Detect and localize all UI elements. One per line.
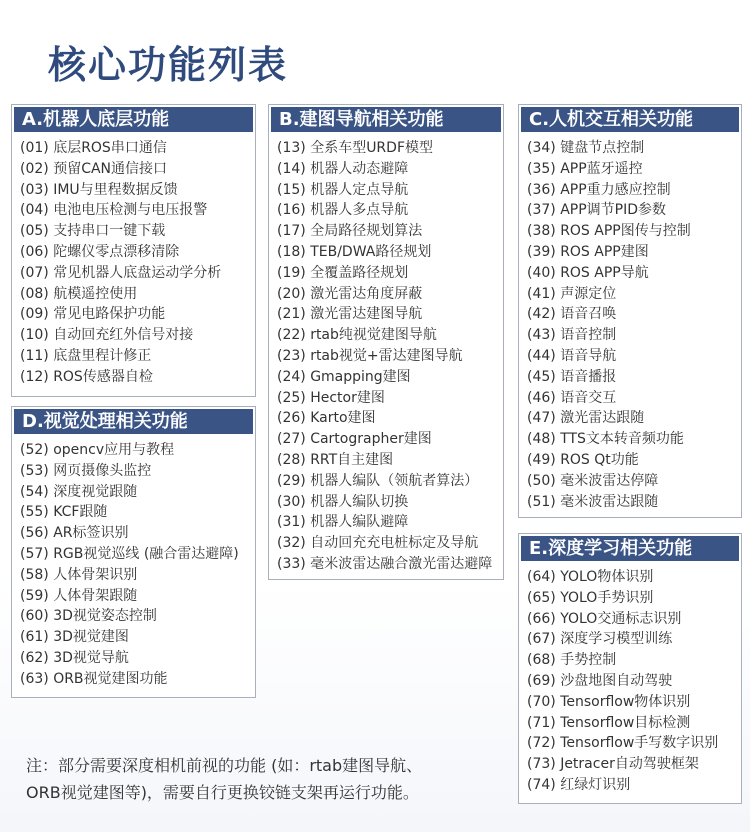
feature-item: (56) AR标签识别	[20, 525, 129, 542]
feature-item: (41) 声源定位	[527, 285, 617, 302]
section-b	[268, 104, 504, 580]
feature-item: (27) Cartographer建图	[277, 431, 432, 448]
feature-item: (57) RGB视觉巡线 (融合雷达避障)	[20, 545, 239, 562]
feature-item: (23) rtab视觉+雷达建图导航	[277, 347, 463, 364]
feature-item: (13) 全系车型URDF模型	[277, 140, 433, 156]
section-b-list	[269, 132, 503, 575]
feature-item: (61) 3D视觉建图	[20, 629, 129, 646]
feature-item: (59) 人体骨架跟随	[20, 587, 138, 604]
feature-item: (71) Tensorflow目标检测	[527, 714, 691, 731]
footnote-line-2: ORB视觉建图等)，需要自行更换铰链支架再运行功能。	[26, 783, 419, 802]
feature-item: (06) 陀螺仪零点漂移清除	[20, 243, 180, 260]
feature-item: (47) 激光雷达跟随	[527, 410, 645, 427]
feature-item: (69) 沙盘地图自动驾驶	[527, 672, 673, 689]
section-a	[11, 104, 256, 397]
feature-item: (73) Jetracer自动驾驶框架	[527, 756, 699, 773]
page-title: 核心功能列表	[48, 43, 289, 87]
feature-item: (18) TEB/DWA路径规划	[277, 243, 432, 260]
feature-item: (19) 全覆盖路径规划	[277, 264, 409, 281]
feature-item: (70) Tensorflow物体识别	[527, 693, 691, 710]
feature-item: (20) 激光雷达角度屏蔽	[277, 285, 423, 302]
feature-item: (17) 全局路径规划算法	[277, 223, 423, 240]
feature-item: (30) 机器人编队切换	[277, 493, 409, 510]
section-a-title: A.机器人底层功能	[14, 107, 253, 132]
feature-item: (45) 语音播报	[527, 368, 617, 385]
feature-item: (50) 毫米波雷达停障	[527, 472, 659, 489]
section-c-list	[519, 132, 741, 512]
feature-item: (63) ORB视觉建图功能	[20, 670, 168, 687]
section-c	[518, 104, 742, 518]
feature-item: (51) 毫米波雷达跟随	[527, 493, 659, 510]
feature-item: (64) YOLO物体识别	[527, 569, 654, 585]
feature-item: (42) 语音召唤	[527, 306, 617, 323]
feature-item: (34) 键盘节点控制	[527, 140, 645, 156]
feature-item: (25) Hector建图	[277, 389, 385, 406]
feature-item: (58) 人体骨架识别	[20, 566, 138, 583]
feature-item: (08) 航模遥控使用	[20, 285, 138, 302]
feature-item: (68) 手势控制	[527, 652, 617, 669]
feature-item: (05) 支持串口一键下载	[20, 223, 166, 240]
feature-item: (04) 电池电压检测与电压报警	[20, 202, 208, 219]
feature-item: (62) 3D视觉导航	[20, 649, 129, 666]
feature-item: (35) APP蓝牙遥控	[527, 160, 643, 177]
feature-item: (32) 自动回充充电桩标定及导航	[277, 535, 479, 552]
feature-item: (53) 网页摄像头监控	[20, 462, 152, 479]
feature-item: (48) TTS文本转音频功能	[527, 431, 684, 448]
feature-item: (09) 常见电路保护功能	[20, 306, 166, 323]
feature-item: (38) ROS APP图传与控制	[527, 223, 691, 240]
feature-item: (46) 语音交互	[527, 389, 617, 406]
section-e-list	[519, 561, 741, 796]
feature-item: (12) ROS传感器自检	[20, 368, 153, 385]
feature-item: (36) APP重力感应控制	[527, 181, 671, 198]
feature-item: (37) APP调节PID参数	[527, 202, 667, 219]
feature-item: (31) 机器人编队避障	[277, 514, 409, 531]
feature-item: (07) 常见机器人底盘运动学分析	[20, 264, 222, 281]
feature-item: (22) rtab纯视觉建图导航	[277, 327, 437, 344]
section-d-list	[12, 434, 255, 690]
section-c-title: C.人机交互相关功能	[521, 107, 739, 132]
feature-item: (03) IMU与里程数据反馈	[20, 181, 178, 198]
feature-item: (54) 深度视觉跟随	[20, 483, 138, 500]
feature-item: (43) 语音控制	[527, 327, 617, 344]
feature-item: (67) 深度学习模型训练	[527, 631, 673, 648]
feature-item: (49) ROS Qt功能	[527, 451, 639, 468]
section-a-list	[12, 132, 255, 388]
section-d	[11, 406, 256, 698]
feature-item: (26) Karto建图	[277, 410, 376, 427]
feature-item: (10) 自动回充红外信号对接	[20, 327, 194, 344]
feature-item: (72) Tensorflow手写数字识别	[527, 735, 719, 752]
feature-item: (28) RRT自主建图	[277, 451, 394, 468]
feature-item: (11) 底盘里程计修正	[20, 347, 152, 364]
feature-item: (39) ROS APP建图	[527, 243, 649, 260]
footnote-line-1: 注：部分需要深度相机前视的功能 (如：rtab建图导航、	[26, 756, 423, 775]
feature-item: (74) 红绿灯识别	[527, 776, 631, 793]
feature-item: (14) 机器人动态避障	[277, 160, 409, 177]
feature-item: (15) 机器人定点导航	[277, 181, 409, 198]
feature-item: (24) Gmapping建图	[277, 368, 411, 385]
feature-item: (33) 毫米波雷达融合激光雷达避障	[277, 555, 493, 572]
feature-item: (21) 激光雷达建图导航	[277, 306, 423, 323]
feature-item: (40) ROS APP导航	[527, 264, 649, 281]
feature-item: (66) YOLO交通标志识别	[527, 610, 682, 627]
section-e-title: E.深度学习相关功能	[521, 536, 739, 561]
section-b-title: B.建图导航相关功能	[271, 107, 501, 132]
feature-item: (16) 机器人多点导航	[277, 202, 409, 219]
section-d-title: D.视觉处理相关功能	[14, 409, 253, 434]
feature-item: (55) KCF跟随	[20, 504, 108, 521]
section-e	[518, 533, 742, 804]
footnote	[26, 752, 496, 806]
feature-item: (60) 3D视觉姿态控制	[20, 608, 157, 625]
feature-item: (29) 机器人编队（领航者算法）	[277, 472, 479, 489]
feature-item: (02) 预留CAN通信接口	[20, 160, 168, 177]
feature-item: (65) YOLO手势识别	[527, 589, 654, 606]
feature-item: (52) opencv应用与教程	[20, 442, 175, 458]
feature-item: (01) 底层ROS串口通信	[20, 140, 167, 156]
feature-item: (44) 语音导航	[527, 347, 617, 364]
